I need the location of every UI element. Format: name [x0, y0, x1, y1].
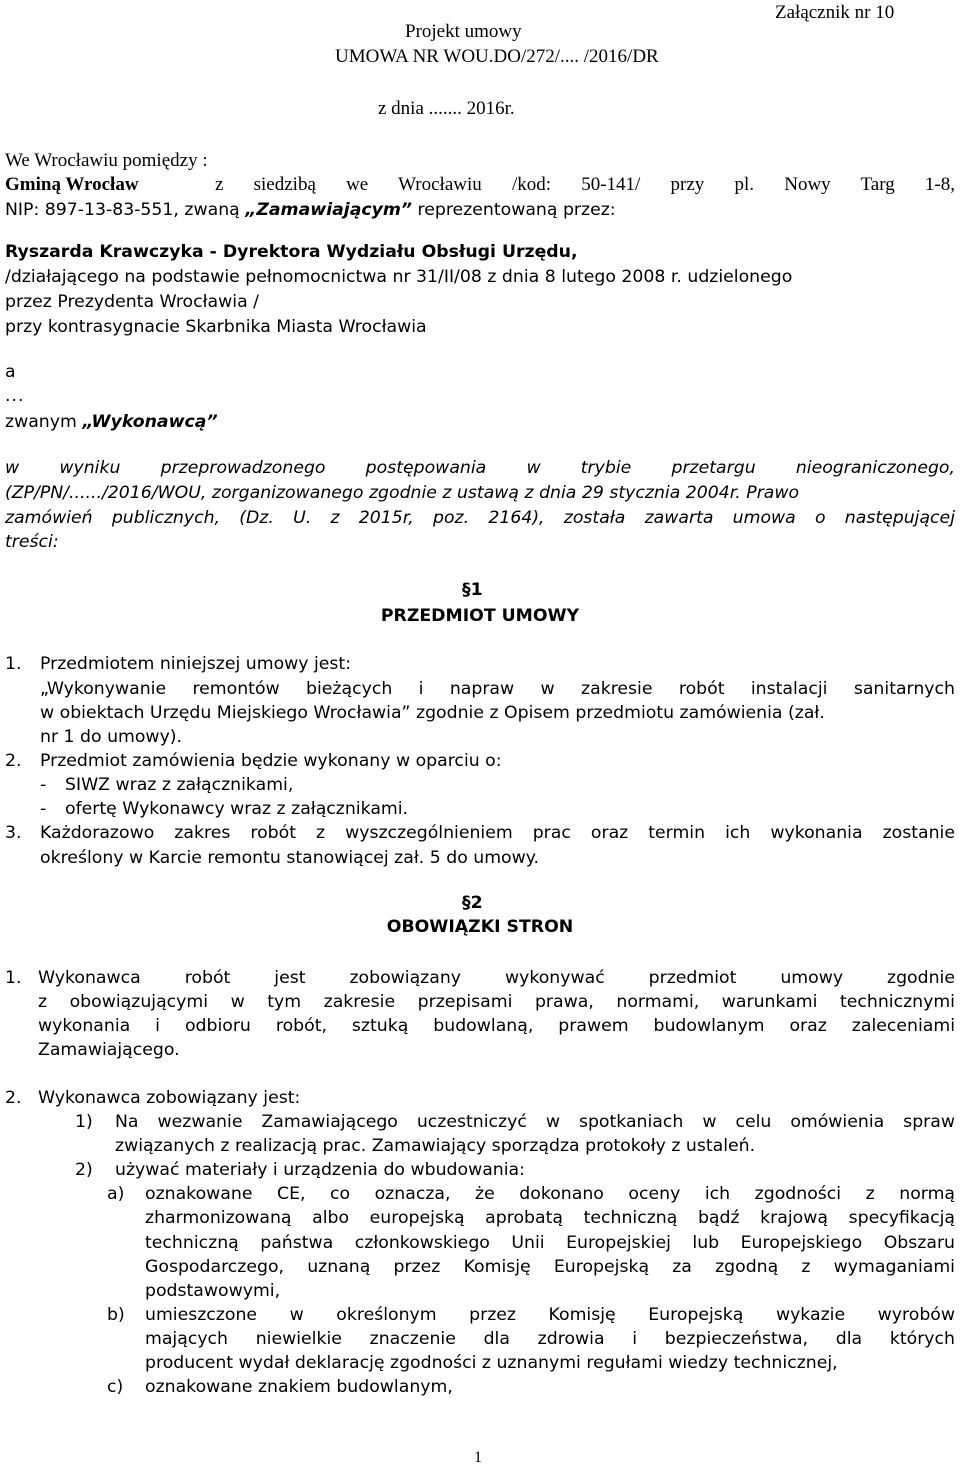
attachment-label: Załącznik nr 10 — [775, 2, 895, 23]
gmina-line — [5, 173, 955, 197]
project-label: Projekt umowy — [405, 21, 522, 42]
s2-a-line-2: zharmonizowaną albo europejską aprobatą techniczną bądź krajową specyfikacją — [145, 1208, 955, 1228]
section-1-heading — [462, 578, 483, 602]
procedure-line-3: zamówień publicznych, (Dz. U. z 2015r, poz. 2164), została zawarta umowa o następującej — [5, 508, 955, 528]
nip-prefix: NIP: 897-13-83-551, zwaną — [5, 200, 246, 220]
contractor-term: „Wykonawcą” — [82, 412, 218, 432]
s2-a-line-1: oznakowane CE, co oznacza, że dokonano oceny ich zgodności z normą — [145, 1184, 955, 1204]
nip-suffix: reprezentowaną przez: — [412, 200, 616, 220]
s2-a-line-5: podstawowymi, — [145, 1281, 281, 1301]
and-line: a — [5, 362, 16, 382]
contract-number: UMOWA NR WOU.DO/272/.... /2016/DR — [335, 46, 659, 67]
s1-item-1-line-2: w obiektach Urzędu Miejskiego Wrocławia” zgodnie z Opisem przedmiotu zamówienia (zał. — [40, 703, 825, 723]
s2-sub-2-text: używać materiały i urządzenia do wbudowania: — [115, 1160, 525, 1180]
s1-item-2-text: Przedmiot zamówienia będzie wykonany w oparciu o: — [40, 751, 502, 771]
contractor-line — [5, 410, 218, 434]
s2-a-line-4: Gospodarczego, uznaną przez Komisję Europejską za zgodną z wymaganiami — [145, 1257, 955, 1277]
s2-letter-b: b) — [107, 1305, 125, 1325]
s1-item-1-number: 1. — [5, 654, 22, 674]
s2-letter-c: c) — [107, 1377, 124, 1397]
place-line: We Wrocławiu pomiędzy : — [5, 150, 208, 171]
procedure-line-1: w wyniku przeprowadzonego postępowania w trybie przetargu nieograniczonego, — [5, 458, 955, 478]
poa-line-3: przy kontrasygnacie Skarbnika Miasta Wrocławia — [5, 317, 427, 337]
s1-item-3-line-1: Każdorazowo zakres robót z wyszczególnieniem prac oraz termin ich wykonania zostanie — [40, 823, 955, 843]
poa-line-1: /działającego na podstawie pełnomocnictwa nr 31/II/08 z dnia 8 lutego 2008 r. udzielonego — [5, 267, 793, 287]
contract-date: z dnia ....... 2016r. — [378, 98, 515, 119]
s1-item-2-number: 2. — [5, 751, 22, 771]
s2-sub-1-line-2: związanych z realizacją prac. Zamawiający sporządza protokoły z ustaleń. — [115, 1136, 756, 1156]
s2-b-line-1: umieszczone w określonym przez Komisję Europejską wykazie wyrobów — [145, 1305, 955, 1325]
paragraph-sign-icon: § — [462, 893, 471, 913]
procedure-line-2: (ZP/PN/....../2016/WOU, zorganizowanego zgodnie z ustawą z dnia 29 stycznia 2004r. Prawo — [5, 483, 800, 503]
representative-line: Ryszarda Krawczyka - Dyrektora Wydziału Obsługi Urzędu, — [5, 242, 578, 262]
s2-b-line-3: producent wydał deklarację zgodności z uznanymi regułami wiedzy technicznej, — [145, 1353, 838, 1373]
section-1-title: PRZEDMIOT UMOWY — [380, 606, 580, 626]
s1-item-3-number: 3. — [5, 823, 22, 843]
s2-c-line-1: oznakowane znakiem budowlanym, — [145, 1377, 453, 1397]
s2-sub-1-line-1: Na wezwanie Zamawiającego uczestniczyć w spotkaniach w celu omówienia spraw — [115, 1112, 955, 1132]
s2-item-1-line-2: z obowiązującymi w tym zakresie przepisami prawa, normami, warunkami technicznymi — [38, 992, 955, 1012]
poa-line-2: przez Prezydenta Wrocławia / — [5, 292, 259, 312]
section-2-title: OBOWIĄZKI STRON — [386, 917, 574, 937]
s1-item-3-line-2: określony w Karcie remontu stanowiącej zał. 5 do umowy. — [40, 848, 540, 868]
s1-item-1-line-1: „Wykonywanie remontów bieżących i napraw w zakresie robót instalacji sanitarnych — [40, 679, 955, 699]
s1-bullet-1-dash: - — [40, 775, 47, 795]
gmina-address: z siedzibą we Wrocławiu /kod: 50-141/ przy pl. Nowy Targ 1-8, — [215, 174, 955, 195]
s2-item-2-text: Wykonawca zobowiązany jest: — [38, 1088, 301, 1108]
contractor-prefix: zwanym — [5, 412, 83, 432]
ordering-party-term: „Zamawiającym” — [245, 200, 413, 220]
gmina-name: Gminą Wrocław — [5, 174, 139, 195]
s2-item-1-number: 1. — [5, 968, 22, 988]
section-2-number: 2 — [470, 893, 483, 913]
procedure-line-4: treści: — [5, 532, 59, 552]
s1-bullet-1: SIWZ wraz z załącznikami, — [65, 775, 294, 795]
s1-item-1-line-3: nr 1 do umowy). — [40, 727, 183, 747]
nip-line — [5, 198, 616, 222]
s1-bullet-2: ofertę Wykonawcy wraz z załącznikami. — [65, 799, 409, 819]
section-2-heading — [462, 891, 483, 915]
s1-bullet-2-dash: - — [40, 799, 47, 819]
page-number: 1 — [474, 1449, 482, 1466]
s2-sub-1-number: 1) — [75, 1112, 93, 1132]
paragraph-sign-icon: § — [462, 580, 471, 600]
s2-b-line-2: mających niewielkie znaczenie dla zdrowia i bezpieczeństwa, dla których — [145, 1329, 955, 1349]
s2-item-1-line-4: Zamawiającego. — [38, 1040, 180, 1060]
s2-sub-2-number: 2) — [75, 1160, 93, 1180]
contractor-placeholder: ... — [5, 386, 25, 406]
s2-a-line-3: techniczną państwa członkowskiego Unii Europejskiej lub Europejskiego Obszaru — [145, 1233, 955, 1253]
s2-item-1-line-3: wykonania i odbioru robót, sztuką budowlaną, prawem budowlanym oraz zaleceniami — [38, 1016, 955, 1036]
s2-item-1-line-1: Wykonawca robót jest zobowiązany wykonywać przedmiot umowy zgodnie — [38, 968, 955, 988]
s1-item-1-text: Przedmiotem niniejszej umowy jest: — [40, 654, 352, 674]
s2-item-2-number: 2. — [5, 1088, 22, 1108]
s2-letter-a: a) — [107, 1184, 125, 1204]
section-1-number: 1 — [470, 580, 483, 600]
